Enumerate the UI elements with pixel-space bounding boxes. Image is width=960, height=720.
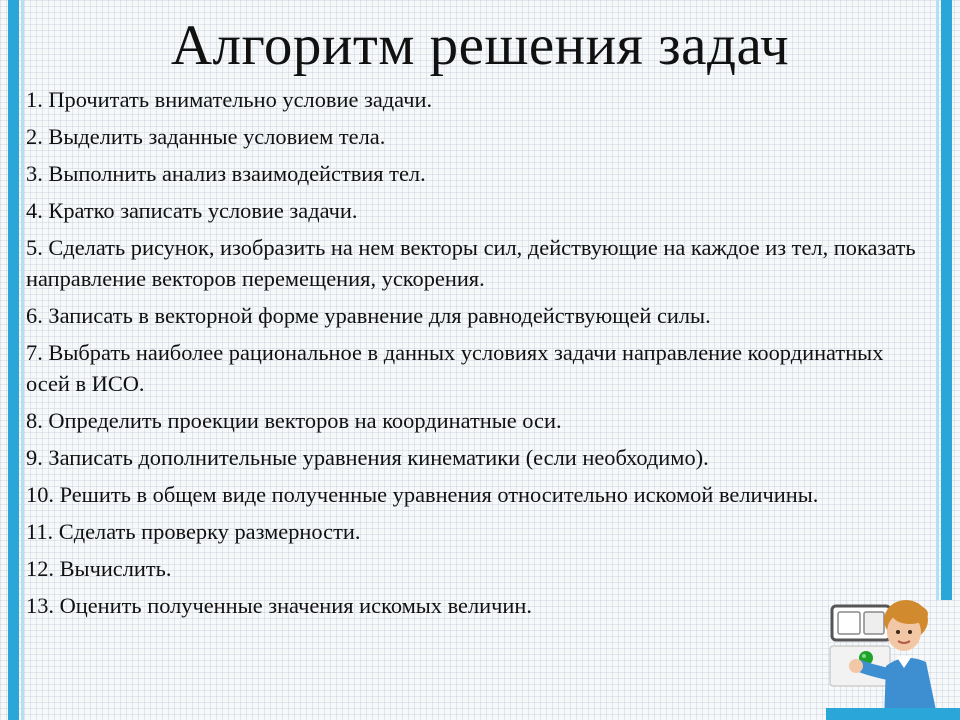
algorithm-steps-list xyxy=(26,84,938,627)
left-accent-bar-light xyxy=(21,0,24,720)
step-6: 6. Записать в векторной форме уравнение для равнодействующей силы. xyxy=(26,303,711,328)
step-9: 9. Записать дополнительные уравнения кинематики (если необходимо). xyxy=(26,445,709,470)
right-accent-bar xyxy=(941,0,952,600)
boy-at-light-switch-icon xyxy=(826,596,960,720)
step-10: 10. Решить в общем виде полученные уравнения относительно искомой величины. xyxy=(26,482,819,507)
step-5: 5. Сделать рисунок, изобразить на нем векторы сил, действующие на каждое из тел, показать направление векторов перемещения, ускорения. xyxy=(26,235,916,291)
step-13: 13. Оценить полученные значения искомых величин. xyxy=(26,593,532,618)
step-11: 11. Сделать проверку размерности. xyxy=(26,519,361,544)
step-3: 3. Выполнить анализ взаимодействия тел. xyxy=(26,161,426,186)
step-7: 7. Выбрать наиболее рациональное в данных условиях задачи направление координатных осей в ИСО. xyxy=(26,340,884,396)
step-1: 1. Прочитать внимательно условие задачи. xyxy=(26,87,433,112)
left-accent-bar xyxy=(8,0,19,720)
step-4: 4. Кратко записать условие задачи. xyxy=(26,198,358,223)
step-2: 2. Выделить заданные условием тела. xyxy=(26,124,386,149)
step-12: 12. Вычислить. xyxy=(26,556,172,581)
step-8: 8. Определить проекции векторов на координатные оси. xyxy=(26,408,562,433)
slide-title: Алгоритм решения задач xyxy=(170,14,790,77)
